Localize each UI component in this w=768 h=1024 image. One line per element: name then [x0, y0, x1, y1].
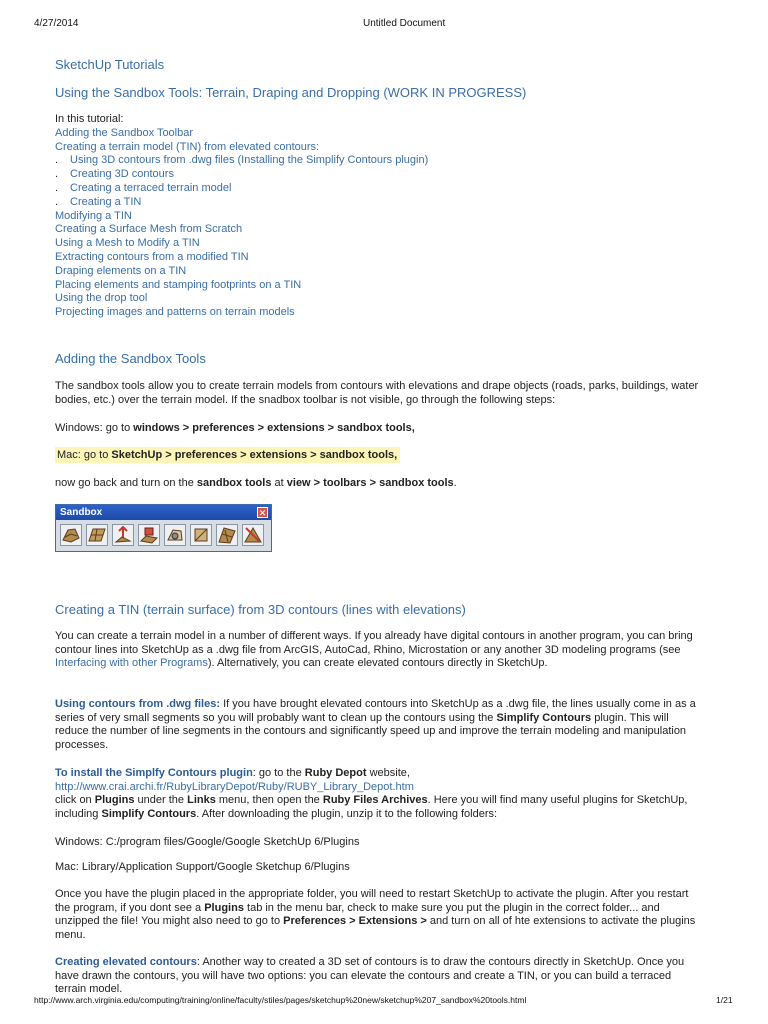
toc-intro: In this tutorial:: [55, 113, 124, 125]
drape-icon: [164, 524, 186, 546]
toc-link-terraced[interactable]: Creating a terraced terrain model: [70, 181, 232, 194]
series-title: SketchUp Tutorials: [55, 57, 165, 72]
sandbox-toolbar-image: [55, 504, 272, 552]
section-heading-create-tin: Creating a TIN (terrain surface) from 3D contours (lines with elevations): [55, 602, 466, 617]
elevated-contours-paragraph: Creating elevated contours: Another way to created a 3D set of contours is to draw the contours directly in SketchUp. Once you have drawn the contours, you will have two options: you can elevate the contours and create a TIN, or you can build a terraced terrain model.: [55, 956, 685, 996]
toc-link-creating-terrain[interactable]: Creating a terrain model (TIN) from elevated contours:: [55, 140, 320, 153]
ruby-depot-url-link[interactable]: http://www.crai.archi.fr/RubyLibraryDepot/Ruby/RUBY_Library_Depot.htm: [55, 780, 414, 793]
sandbox-intro-paragraph: The sandbox tools allow you to create terrain models from contours with elevations and drape objects (roads, parks, buildings, water bodies, etc.) over the terrain model. If the snadbox toolbar is not visible, go through the following steps:: [55, 380, 699, 406]
windows-instruction: Windows: go to windows > preferences > extensions > sandbox tools,: [55, 422, 415, 434]
tin-intro-paragraph: You can create a terrain model in a number of different ways. If you already have digital contours in another program, you can bring contour lines into SketchUp as a .dwg file from ArcGIS, AutoCad, Rhino, Microstation or any another 3D modeling programs (see Interfacing with other Programs). Alternatively, you can create elevated contours directly in SketchUp.: [55, 630, 693, 670]
section-heading-sandbox-tools: Adding the Sandbox Tools: [55, 351, 206, 366]
dwg-contours-paragraph: Using contours from .dwg files: If you have brought elevated contours into SketchUp as a .dwg file, the lines usually come in as a series of very small segments so you will probably want to clean up the contours using the Simplify Contours plugin. This will reduce the number of line segments in the contours and significantly speed up and improve the terrain modeling and manipulation processes.: [55, 698, 696, 751]
toc-link-3d-dwg[interactable]: Using 3D contours from .dwg files (Installing the Simplify Contours plugin): [70, 154, 429, 167]
toc-link-creating-3d-contours[interactable]: Creating 3D contours: [70, 168, 174, 181]
add-detail-icon: [190, 524, 212, 546]
interfacing-link[interactable]: Interfacing with other Programs: [55, 657, 208, 670]
toc-link-mesh-modify[interactable]: Using a Mesh to Modify a TIN: [55, 237, 200, 250]
toc-link-adding-toolbar[interactable]: Adding the Sandbox Toolbar: [55, 126, 194, 139]
toc-link-draping[interactable]: Draping elements on a TIN: [55, 264, 187, 277]
print-date: 4/27/2014: [34, 18, 79, 29]
toc-link-extracting[interactable]: Extracting contours from a modified TIN: [55, 250, 249, 263]
toc-link-surface-mesh[interactable]: Creating a Surface Mesh from Scratch: [55, 223, 243, 236]
toolbar-instruction: now go back and turn on the sandbox tools at view > toolbars > sandbox tools.: [55, 477, 457, 489]
bullet-dot: .: [55, 181, 59, 194]
from-contours-icon: [60, 524, 82, 546]
close-icon: ✕: [258, 508, 267, 518]
restart-paragraph: Once you have the plugin placed in the appropriate folder, you will need to restart SketchUp to activate the plugin. After you restart the program, if you dont see a Plugins tab in the menu bar, check to make sure you put the plugin in the correct folder... and unzipped the file! You might also need to go to Preferences > Extensions > and turn on all of hte extensions to activate the plugins menu.: [55, 888, 696, 941]
windows-plugin-path: Windows: C:/program files/Google/Google SketchUp 6/Plugins: [55, 836, 360, 848]
print-url: http://www.arch.virginia.edu/computing/training/online/faculty/stiles/pages/sketchup%20new/sketchup%207_sandbox%20tools.html: [34, 995, 527, 1005]
from-scratch-icon: [86, 524, 108, 546]
page-title: Using the Sandbox Tools: Terrain, Draping and Dropping (WORK IN PROGRESS): [55, 85, 527, 100]
smoove-icon: [112, 524, 134, 546]
table-of-contents: [55, 113, 428, 320]
toc-link-modifying-tin[interactable]: Modifying a TIN: [55, 209, 132, 222]
install-plugin-paragraph: To install the Simplfy Contours plugin: go to the Ruby Depot website, http://www.crai.archi.fr/RubyLibraryDepot/Ruby/RUBY_Library_Depot.htm click on Plugins under the Links menu, then open the Ruby Files Archives. Here you will find many useful plugins for SketchUp, including Simplify Contours. After downloading the plugin, unzip it to the following folders:: [55, 767, 688, 820]
mac-instruction: Mac: go to SketchUp > preferences > extensions > sandbox tools,: [55, 449, 705, 463]
print-title: Untitled Document: [363, 18, 446, 29]
bullet-dot: .: [55, 154, 59, 167]
stamp-icon: [138, 524, 160, 546]
toc-link-drop-tool[interactable]: Using the drop tool: [55, 292, 148, 305]
bullet-dot: .: [55, 168, 59, 181]
bullet-dot: .: [55, 195, 59, 208]
page-number: 1/21: [716, 995, 733, 1005]
toc-link-projecting[interactable]: Projecting images and patterns on terrain models: [55, 306, 295, 319]
toc-link-placing[interactable]: Placing elements and stamping footprints on a TIN: [55, 278, 302, 291]
toc-link-creating-tin[interactable]: Creating a TIN: [70, 195, 142, 208]
flip-edge-icon: [216, 524, 238, 546]
flip-edge-red-icon: [242, 524, 264, 546]
toolbar-title: Sandbox: [56, 505, 271, 520]
mac-plugin-path: Mac: Library/Application Support/Google Sketchup 6/Plugins: [55, 861, 350, 873]
